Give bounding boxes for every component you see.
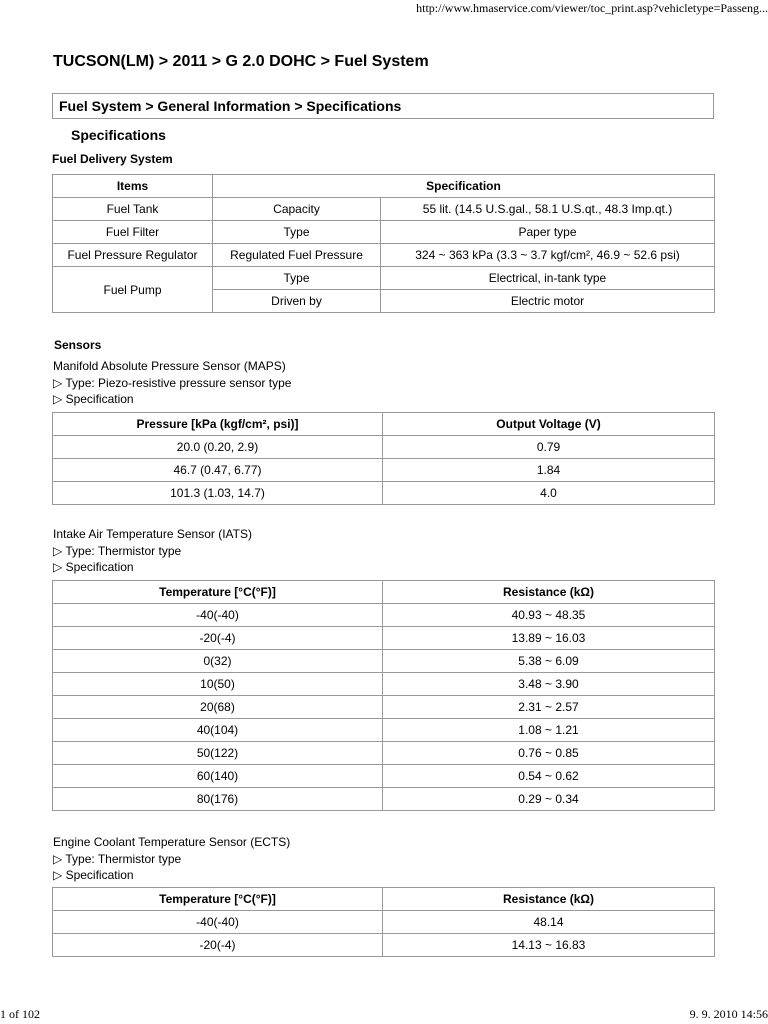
cell-attr: Type: [213, 221, 381, 244]
table-cell: 0(32): [53, 650, 383, 673]
table-cell: 0.76 ~ 0.85: [383, 742, 715, 765]
table-row: [53, 765, 715, 788]
header-cell: Pressure [kPa (kgf/cm², psi)]: [53, 413, 383, 436]
cell-value: Electrical, in-tank type: [381, 267, 715, 290]
ects-type: ▷ Type: Thermistor type: [53, 852, 182, 866]
table-row: [53, 459, 715, 482]
table-cell: -20(-4): [53, 934, 383, 957]
table-cell: 46.7 (0.47, 6.77): [53, 459, 383, 482]
table-cell: 0.29 ~ 0.34: [383, 788, 715, 811]
table-cell: 2.31 ~ 2.57: [383, 696, 715, 719]
iats-spec-label: ▷ Specification: [53, 560, 134, 574]
header-items: Items: [53, 175, 213, 198]
table-header-row: [53, 413, 715, 436]
section-breadcrumb: Fuel System > General Information > Specifications: [52, 93, 714, 119]
print-url: http://www.hmaservice.com/viewer/toc_print.asp?vehicletype=Passeng...: [416, 1, 768, 15]
fuel-delivery-heading: Fuel Delivery System: [52, 152, 173, 166]
table-row: [53, 673, 715, 696]
table-row: [53, 436, 715, 459]
table-cell: 1.08 ~ 1.21: [383, 719, 715, 742]
table-row: [53, 482, 715, 505]
table-cell: 14.13 ~ 16.83: [383, 934, 715, 957]
cell-attr: Capacity: [213, 198, 381, 221]
table-row: [53, 650, 715, 673]
print-datetime: 9. 9. 2010 14:56: [689, 1007, 768, 1021]
sensors-heading: Sensors: [54, 338, 102, 352]
iats-table: [52, 580, 715, 811]
header-cell: Resistance (kΩ): [383, 888, 715, 911]
table-row: [53, 267, 715, 290]
table-cell: 13.89 ~ 16.03: [383, 627, 715, 650]
header-cell: Temperature [°C(°F)]: [53, 581, 383, 604]
specifications-heading: Specifications: [71, 127, 166, 143]
cell-value: 55 lit. (14.5 U.S.gal., 58.1 U.S.qt., 48.3 Imp.qt.): [381, 198, 715, 221]
fuel-delivery-table: [52, 174, 715, 313]
header-cell: Temperature [°C(°F)]: [53, 888, 383, 911]
cell-attr: Regulated Fuel Pressure: [213, 244, 381, 267]
table-row: [53, 911, 715, 934]
cell-item: Fuel Pump: [53, 267, 213, 313]
table-cell: 0.54 ~ 0.62: [383, 765, 715, 788]
table-cell: 1.84: [383, 459, 715, 482]
ects-spec-label: ▷ Specification: [53, 868, 134, 882]
table-row: [53, 244, 715, 267]
maps-table: [52, 412, 715, 505]
page-title: TUCSON(LM) > 2011 > G 2.0 DOHC > Fuel System: [53, 53, 429, 70]
ects-title: Engine Coolant Temperature Sensor (ECTS): [53, 835, 291, 849]
table-cell: 40(104): [53, 719, 383, 742]
table-cell: 40.93 ~ 48.35: [383, 604, 715, 627]
table-cell: -20(-4): [53, 627, 383, 650]
table-cell: 5.38 ~ 6.09: [383, 650, 715, 673]
maps-type: ▷ Type: Piezo-resistive pressure sensor type: [53, 376, 292, 390]
iats-type: ▷ Type: Thermistor type: [53, 544, 182, 558]
page-number: 1 of 102: [0, 1007, 40, 1021]
table-row: [53, 198, 715, 221]
cell-item: Fuel Tank: [53, 198, 213, 221]
table-cell: -40(-40): [53, 604, 383, 627]
cell-value: Paper type: [381, 221, 715, 244]
table-cell: 50(122): [53, 742, 383, 765]
table-cell: 101.3 (1.03, 14.7): [53, 482, 383, 505]
table-row: [53, 696, 715, 719]
table-header-row: [53, 175, 715, 198]
table-row: [53, 934, 715, 957]
table-cell: 20.0 (0.20, 2.9): [53, 436, 383, 459]
table-row: [53, 742, 715, 765]
table-cell: 3.48 ~ 3.90: [383, 673, 715, 696]
table-cell: 60(140): [53, 765, 383, 788]
table-row: [53, 627, 715, 650]
iats-title: Intake Air Temperature Sensor (IATS): [53, 527, 252, 541]
maps-spec-label: ▷ Specification: [53, 392, 134, 406]
header-cell: Output Voltage (V): [383, 413, 715, 436]
table-row: [53, 604, 715, 627]
table-cell: -40(-40): [53, 911, 383, 934]
table-header-row: [53, 888, 715, 911]
table-header-row: [53, 581, 715, 604]
table-cell: 80(176): [53, 788, 383, 811]
header-cell: Resistance (kΩ): [383, 581, 715, 604]
table-cell: 20(68): [53, 696, 383, 719]
table-cell: 4.0: [383, 482, 715, 505]
table-cell: 10(50): [53, 673, 383, 696]
table-row: [53, 719, 715, 742]
maps-title: Manifold Absolute Pressure Sensor (MAPS): [53, 359, 286, 373]
cell-item: Fuel Filter: [53, 221, 213, 244]
header-specification: Specification: [213, 175, 715, 198]
table-row: [53, 221, 715, 244]
cell-value: 324 ~ 363 kPa (3.3 ~ 3.7 kgf/cm², 46.9 ~ 52.6 psi): [381, 244, 715, 267]
table-cell: 48.14: [383, 911, 715, 934]
cell-item: Fuel Pressure Regulator: [53, 244, 213, 267]
cell-value: Electric motor: [381, 290, 715, 313]
ects-table: [52, 887, 715, 957]
table-cell: 0.79: [383, 436, 715, 459]
table-row: [53, 788, 715, 811]
cell-attr: Driven by: [213, 290, 381, 313]
cell-attr: Type: [213, 267, 381, 290]
